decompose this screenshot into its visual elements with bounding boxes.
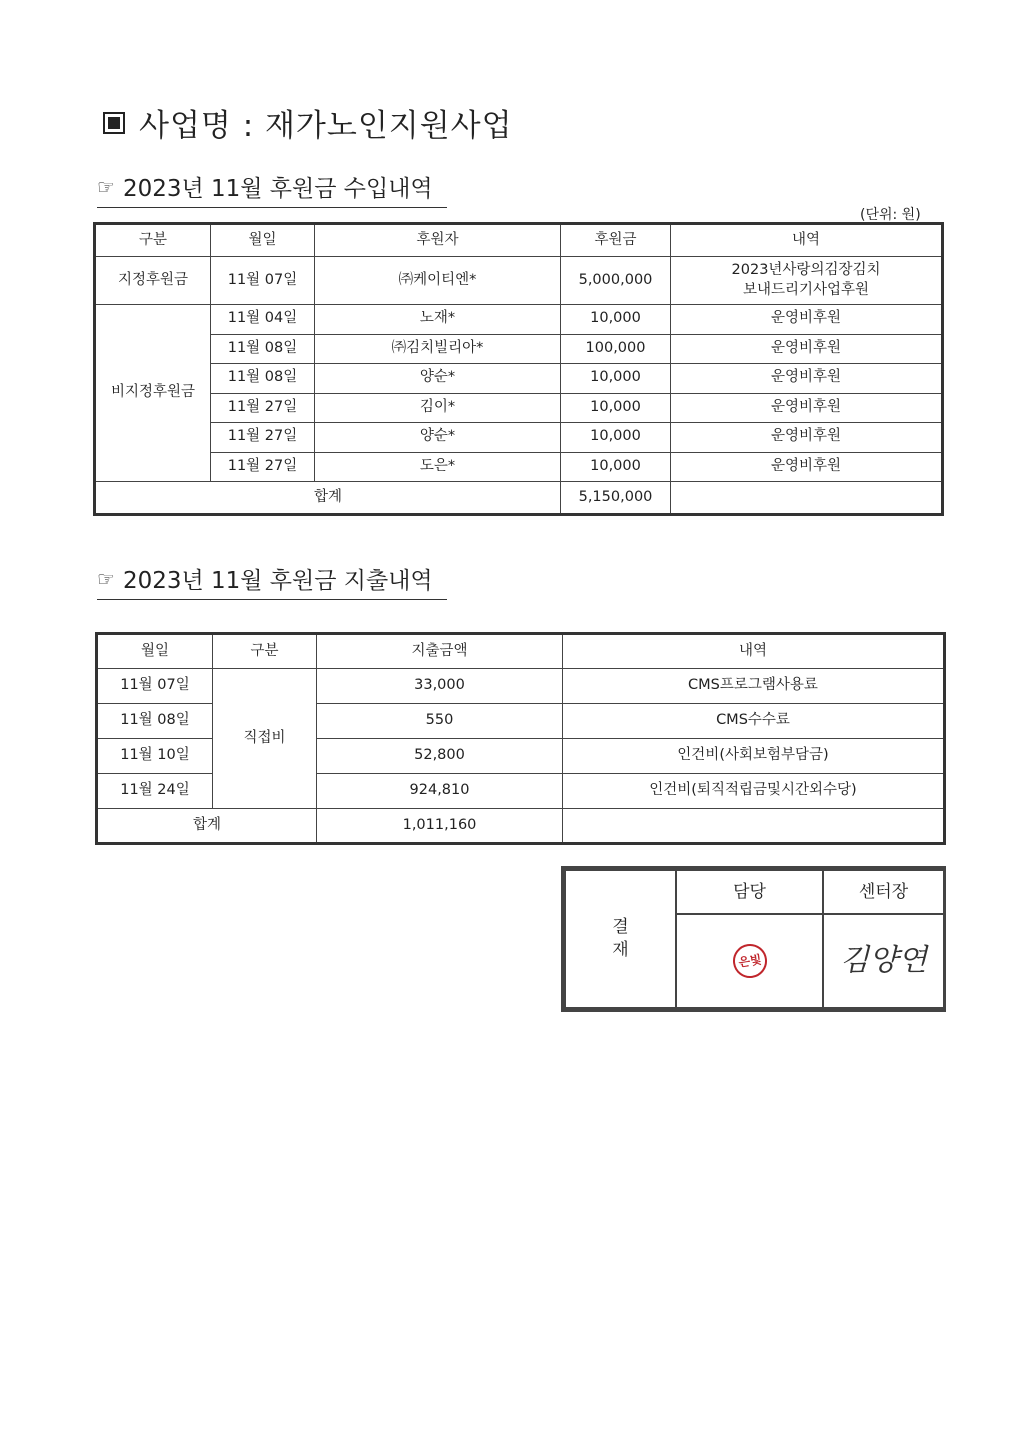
expense-section-heading (97, 562, 447, 600)
total-label: 합계 (95, 482, 561, 515)
amount-cell: 100,000 (561, 334, 671, 364)
header-cell: 구분 (95, 224, 211, 257)
approval-col-staff: 담당 (676, 870, 823, 914)
approval-label (565, 870, 676, 1008)
approval-box (561, 866, 946, 1012)
approval-header-row (565, 870, 944, 914)
table-row (95, 393, 943, 423)
pointing-hand-icon: ☞ (97, 566, 115, 591)
donor-cell: ㈜케이티엔* (315, 257, 561, 305)
detail-line: 보내드리기사업후원 (742, 281, 870, 298)
director-signature-cell (823, 914, 944, 1008)
total-label: 합계 (97, 809, 317, 844)
total-row (97, 809, 945, 844)
donor-cell: 양순* (315, 423, 561, 453)
date-cell: 11월 10일 (97, 739, 213, 774)
amount-cell: 33,000 (317, 669, 563, 704)
category-cell: 직접비 (213, 669, 317, 809)
header-cell: 월일 (211, 224, 315, 257)
expense-table (95, 632, 946, 845)
header-cell: 구분 (213, 634, 317, 669)
total-row (95, 482, 943, 515)
signature: 김양연 (840, 942, 927, 978)
total-detail-cell (563, 809, 945, 844)
amount-cell: 10,000 (561, 452, 671, 482)
total-amount: 1,011,160 (317, 809, 563, 844)
donor-cell: 양순* (315, 364, 561, 394)
expense-heading-text: 2023년 11월 후원금 지출내역 (122, 568, 433, 594)
header-cell: 지출금액 (317, 634, 563, 669)
date-cell: 11월 07일 (97, 669, 213, 704)
table-row (97, 669, 945, 704)
detail-cell: 운영비후원 (671, 423, 943, 453)
table-row (95, 257, 943, 305)
date-cell: 11월 08일 (211, 364, 315, 394)
income-section-heading (97, 170, 447, 208)
donor-cell: 도은* (315, 452, 561, 482)
donor-cell: ㈜김치빌리아* (315, 334, 561, 364)
date-cell: 11월 27일 (211, 423, 315, 453)
detail-cell (671, 257, 943, 305)
seal-stamp-icon: 은빛 (730, 942, 768, 980)
amount-cell: 10,000 (561, 364, 671, 394)
date-cell: 11월 04일 (211, 305, 315, 335)
approval-label-line: 결 (612, 917, 629, 938)
amount-cell: 550 (317, 704, 563, 739)
unit-label: (단위: 원) (860, 207, 921, 223)
date-cell: 11월 24일 (97, 774, 213, 809)
staff-seal-cell (676, 914, 823, 1008)
approval-col-director: 센터장 (823, 870, 944, 914)
amount-cell: 10,000 (561, 423, 671, 453)
total-amount: 5,150,000 (561, 482, 671, 515)
amount-cell: 5,000,000 (561, 257, 671, 305)
header-cell: 후원자 (315, 224, 561, 257)
income-heading-text: 2023년 11월 후원금 수입내역 (122, 176, 433, 202)
table-row (95, 452, 943, 482)
detail-line: 2023년사랑의김장김치 (731, 261, 881, 278)
detail-cell: 인건비(사회보험부담금) (563, 739, 945, 774)
donor-cell: 김이* (315, 393, 561, 423)
header-cell: 내역 (671, 224, 943, 257)
amount-cell: 10,000 (561, 393, 671, 423)
header-cell: 후원금 (561, 224, 671, 257)
detail-cell: CMS프로그램사용료 (563, 669, 945, 704)
date-cell: 11월 07일 (211, 257, 315, 305)
square-bullet-icon (103, 112, 125, 134)
detail-cell: 운영비후원 (671, 305, 943, 335)
header-cell: 월일 (97, 634, 213, 669)
detail-cell: 인건비(퇴직적립금및시간외수당) (563, 774, 945, 809)
date-cell: 11월 27일 (211, 393, 315, 423)
approval-label-line: 재 (612, 940, 629, 960)
income-table (93, 222, 944, 516)
date-cell: 11월 08일 (97, 704, 213, 739)
table-row (95, 334, 943, 364)
amount-cell: 10,000 (561, 305, 671, 335)
amount-cell: 924,810 (317, 774, 563, 809)
amount-cell: 52,800 (317, 739, 563, 774)
detail-cell: 운영비후원 (671, 364, 943, 394)
detail-cell: 운영비후원 (671, 452, 943, 482)
table-row (95, 423, 943, 453)
detail-cell: CMS수수료 (563, 704, 945, 739)
category-cell: 지정후원금 (95, 257, 211, 305)
total-detail-cell (671, 482, 943, 515)
table-row (95, 305, 943, 335)
detail-cell: 운영비후원 (671, 334, 943, 364)
date-cell: 11월 27일 (211, 452, 315, 482)
date-cell: 11월 08일 (211, 334, 315, 364)
detail-cell: 운영비후원 (671, 393, 943, 423)
business-name: 사업명 : 재가노인지원사업 (139, 108, 513, 144)
pointing-hand-icon: ☞ (97, 174, 115, 199)
approval-table (564, 869, 945, 1009)
category-cell: 비지정후원금 (95, 305, 211, 482)
table-row (95, 364, 943, 394)
income-header-row (95, 224, 943, 257)
expense-header-row (97, 634, 945, 669)
header-cell: 내역 (563, 634, 945, 669)
page-title (103, 100, 513, 145)
donor-cell: 노재* (315, 305, 561, 335)
